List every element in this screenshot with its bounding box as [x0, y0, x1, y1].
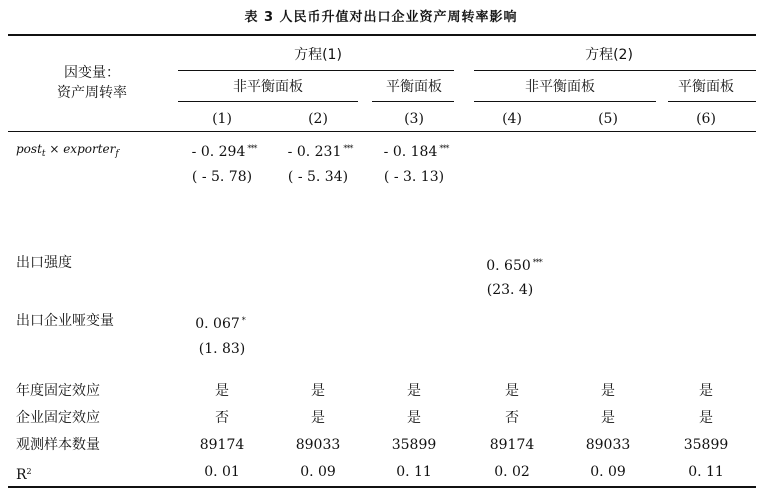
obs-cell: 35899 — [391, 437, 437, 453]
year-fe-cell: 是 — [505, 383, 519, 399]
panel-balanced-2: 平衡面板 — [678, 79, 734, 95]
year-fe-cell: 是 — [407, 383, 421, 399]
panel-unbalanced-2: 非平衡面板 — [525, 79, 595, 95]
year-fe-cell: 是 — [215, 383, 229, 399]
obs-cell: 89174 — [489, 437, 535, 453]
tstat-cell: (1. 83) — [198, 341, 246, 357]
coef-cell: - 0. 184 *** — [383, 144, 449, 160]
firm-fe-cell: 是 — [699, 410, 713, 426]
r2-cell: 0. 09 — [300, 464, 336, 480]
panel-underline-4 — [668, 101, 756, 102]
table-title: 表 3 人民币升值对出口企业资产周转率影响 — [244, 10, 518, 25]
col-num-6: (6) — [696, 111, 716, 127]
panel-underline-1 — [178, 101, 358, 102]
year-fe-cell: 是 — [311, 383, 325, 399]
row-label-firm-fe: 企业固定效应 — [16, 410, 100, 426]
panel-underline-2 — [372, 101, 454, 102]
year-fe-cell: 是 — [601, 383, 615, 399]
r2-cell: 0. 02 — [494, 464, 530, 480]
col-num-5: (5) — [598, 111, 618, 127]
header-bottom-rule — [8, 131, 756, 132]
col-num-3: (3) — [404, 111, 424, 127]
r2-cell: 0. 11 — [688, 464, 724, 480]
firm-fe-cell: 否 — [215, 410, 229, 426]
panel-balanced-1: 平衡面板 — [386, 79, 442, 95]
eq1-header: 方程(1) — [294, 47, 342, 63]
tstat-cell: (23. 4) — [486, 282, 534, 298]
col-num-4: (4) — [502, 111, 522, 127]
tstat-cell: ( - 5. 78) — [191, 169, 253, 185]
obs-cell: 89033 — [585, 437, 631, 453]
obs-cell: 89174 — [199, 437, 245, 453]
firm-fe-cell: 是 — [601, 410, 615, 426]
tstat-cell: ( - 3. 13) — [383, 169, 445, 185]
row-label-post-exporter: post$_t$ × exporter$_f$ — [16, 142, 119, 159]
coef-cell: 0. 067 * — [195, 316, 245, 332]
firm-fe-cell: 是 — [311, 410, 325, 426]
obs-cell: 35899 — [683, 437, 729, 453]
row-label-r-squared: $R^2$ — [16, 467, 32, 483]
row-label-observations: 观测样本数量 — [16, 437, 100, 453]
r2-cell: 0. 01 — [204, 464, 240, 480]
year-fe-cell: 是 — [699, 383, 713, 399]
top-rule — [8, 34, 756, 36]
obs-cell: 89033 — [295, 437, 341, 453]
row-label-exporter-dummy: 出口企业哑变量 — [16, 313, 114, 329]
col-num-2: (2) — [308, 111, 328, 127]
coef-cell — [707, 197, 709, 218]
coef-cell: - 0. 294 *** — [191, 144, 257, 160]
coef-cell — [513, 197, 515, 218]
row-label-year-fe: 年度固定效应 — [16, 383, 100, 399]
coef-cell — [609, 197, 611, 218]
col-num-1: (1) — [212, 111, 232, 127]
firm-fe-cell: 是 — [407, 410, 421, 426]
panel-underline-3 — [474, 101, 656, 102]
dep-var-line1: 因变量： — [64, 65, 120, 81]
coef-cell: - 0. 231 *** — [287, 144, 353, 160]
eq-underline-2 — [474, 70, 756, 71]
dep-var-line2: 资产周转率 — [57, 85, 127, 101]
bottom-rule — [8, 486, 756, 488]
panel-unbalanced-1: 非平衡面板 — [233, 79, 303, 95]
tstat-cell: ( - 5. 34) — [287, 169, 349, 185]
eq2-header: 方程(2) — [585, 47, 633, 63]
r2-cell: 0. 09 — [590, 464, 626, 480]
r2-cell: 0. 11 — [396, 464, 432, 480]
firm-fe-cell: 否 — [505, 410, 519, 426]
coef-cell: 0. 650 *** — [486, 258, 542, 274]
row-label-export-intensity: 出口强度 — [16, 255, 72, 271]
eq-underline-1 — [178, 70, 454, 71]
